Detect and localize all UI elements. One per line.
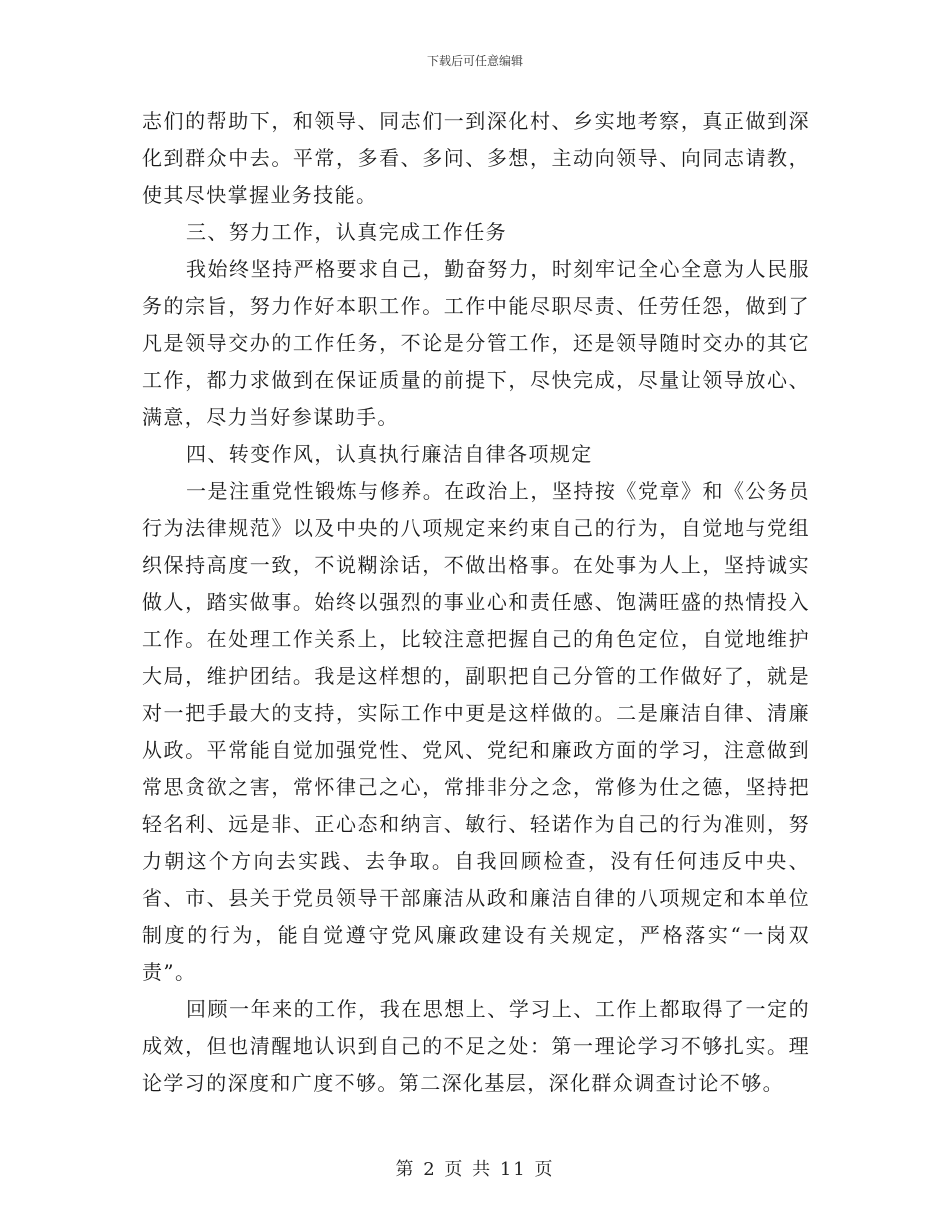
section-heading-four: 四、转变作风，认真执行廉洁自律各项规定	[186, 442, 593, 466]
section-heading-three: 三、努力工作，认真完成工作任务	[186, 220, 507, 244]
document-body	[142, 103, 810, 1102]
page-header-note: 下载后可任意编辑	[426, 54, 523, 68]
paragraph-work-duties: 我始终坚持严格要求自己，勤奋努力，时刻牢记全心全意为人民服务的宗旨，努力作好本职工作。工作中能尽职尽责、任劳任怨，做到了凡是领导交办的工作任务，不论是分管工作，还是领导随时交办的其它工作，都力求做到在保证质量的前提下，尽快完成，尽量让领导放心、满意，尽力当好参谋助手。	[142, 257, 810, 429]
paragraph-continuation: 志们的帮助下，和领导、同志们一到深化村、乡实地考察，真正做到深化到群众中去。平常，多看、多问、多想，主动向领导、向同志请教，使其尽快掌握业务技能。	[142, 109, 810, 207]
paragraph-integrity: 一是注重党性锻炼与修养。在政治上，坚持按《党章》和《公务员行为法律规范》以及中央的八项规定来约束自己的行为，自觉地与党组织保持高度一致，不说糊涂话，不做出格事。在处事为人上，坚持诚实做人，踏实做事。始终以强烈的事业心和责任感、饱满旺盛的热情投入工作。在处理工作关系上，比较注意把握自己的角色定位，自觉地维护大局，维护团结。我是这样想的，副职把自己分管的工作做好了，就是对一把手最大的支持，实际工作中更是这样做的。二是廉洁自律、清廉从政。平常能自觉加强党性、党风、党纪和廉政方面的学习，注意做到常思贪欲之害，常怀律己之心，常排非分之念，常修为仕之德，坚持把轻名利、远是非、正心态和纳言、敏行、轻诺作为自己的行为准则，努力朝这个方向去实践、去争取。自我回顾检查，没有任何违反中央、省、市、县关于党员领导干部廉洁从政和廉洁自律的八项规定和本单位制度的行为，能自觉遵守党风廉政建设有关规定，严格落实“一岗双责”。	[142, 479, 810, 984]
page-number: 第 2 页 共 11 页	[395, 1159, 555, 1180]
paragraph-review: 回顾一年来的工作，我在思想上、学习上、工作上都取得了一定的成效，但也清醒地认识到自己的不足之处：第一理论学习不够扎实。理论学习的深度和广度不够。第二深化基层，深化群众调查讨论不够。	[142, 997, 810, 1095]
